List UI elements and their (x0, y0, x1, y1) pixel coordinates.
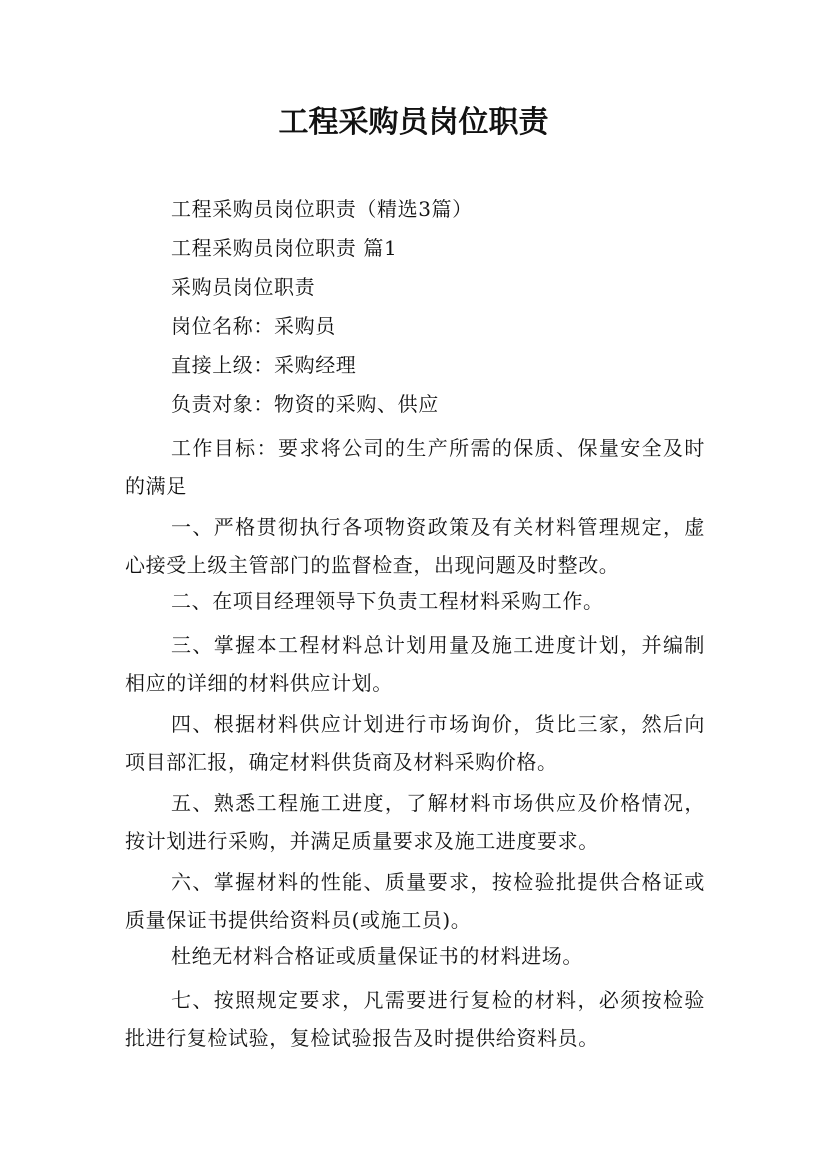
paragraph-duty-3: 三、掌握本工程材料总计划用量及施工进度计划，并编制相应的详细的材料供应计划。 (125, 633, 705, 695)
paragraph-duty-5: 五、熟悉工程施工进度，了解材料市场供应及价格情况，按计划进行采购，并满足质量要求及施工进度要求。 (125, 791, 705, 853)
paragraph-role-heading: 采购员岗位职责 (171, 275, 316, 299)
paragraph-direct-superior: 直接上级：采购经理 (171, 353, 357, 377)
paragraph-duty-7: 七、按照规定要求，凡需要进行复检的材料，必须按检验批进行复检试验，复检试验报告及时提供给资料员。 (125, 988, 705, 1050)
paragraph-subtitle: 工程采购员岗位职责（精选3篇） (171, 197, 473, 221)
paragraph-responsible-object: 负责对象：物资的采购、供应 (171, 392, 439, 416)
paragraph-duty-2: 二、在项目经理领导下负责工程材料采购工作。 (171, 589, 604, 613)
paragraph-duty-6: 六、掌握材料的性能、质量要求，按检验批提供合格证或质量保证书提供给资料员(或施工员)。 (125, 870, 705, 932)
paragraph-work-goal: 工作目标：要求将公司的生产所需的保质、保量安全及时的满足 (125, 436, 705, 498)
document-body (125, 195, 705, 1060)
paragraph-duty-6-note: 杜绝无材料合格证或质量保证书的材料进场。 (171, 944, 583, 968)
paragraph-position-name: 岗位名称：采购员 (171, 314, 336, 338)
paragraph-duty-1: 一、严格贯彻执行各项物资政策及有关材料管理规定，虚心接受上级主管部门的监督检查，出现问题及时整改。 (125, 515, 705, 577)
paragraph-duty-4: 四、根据材料供应计划进行市场询价，货比三家，然后向项目部汇报，确定材料供货商及材料采购价格。 (125, 712, 705, 774)
document-title: 工程采购员岗位职责 (278, 105, 549, 140)
paragraph-section-heading: 工程采购员岗位职责 篇1 (171, 236, 398, 260)
